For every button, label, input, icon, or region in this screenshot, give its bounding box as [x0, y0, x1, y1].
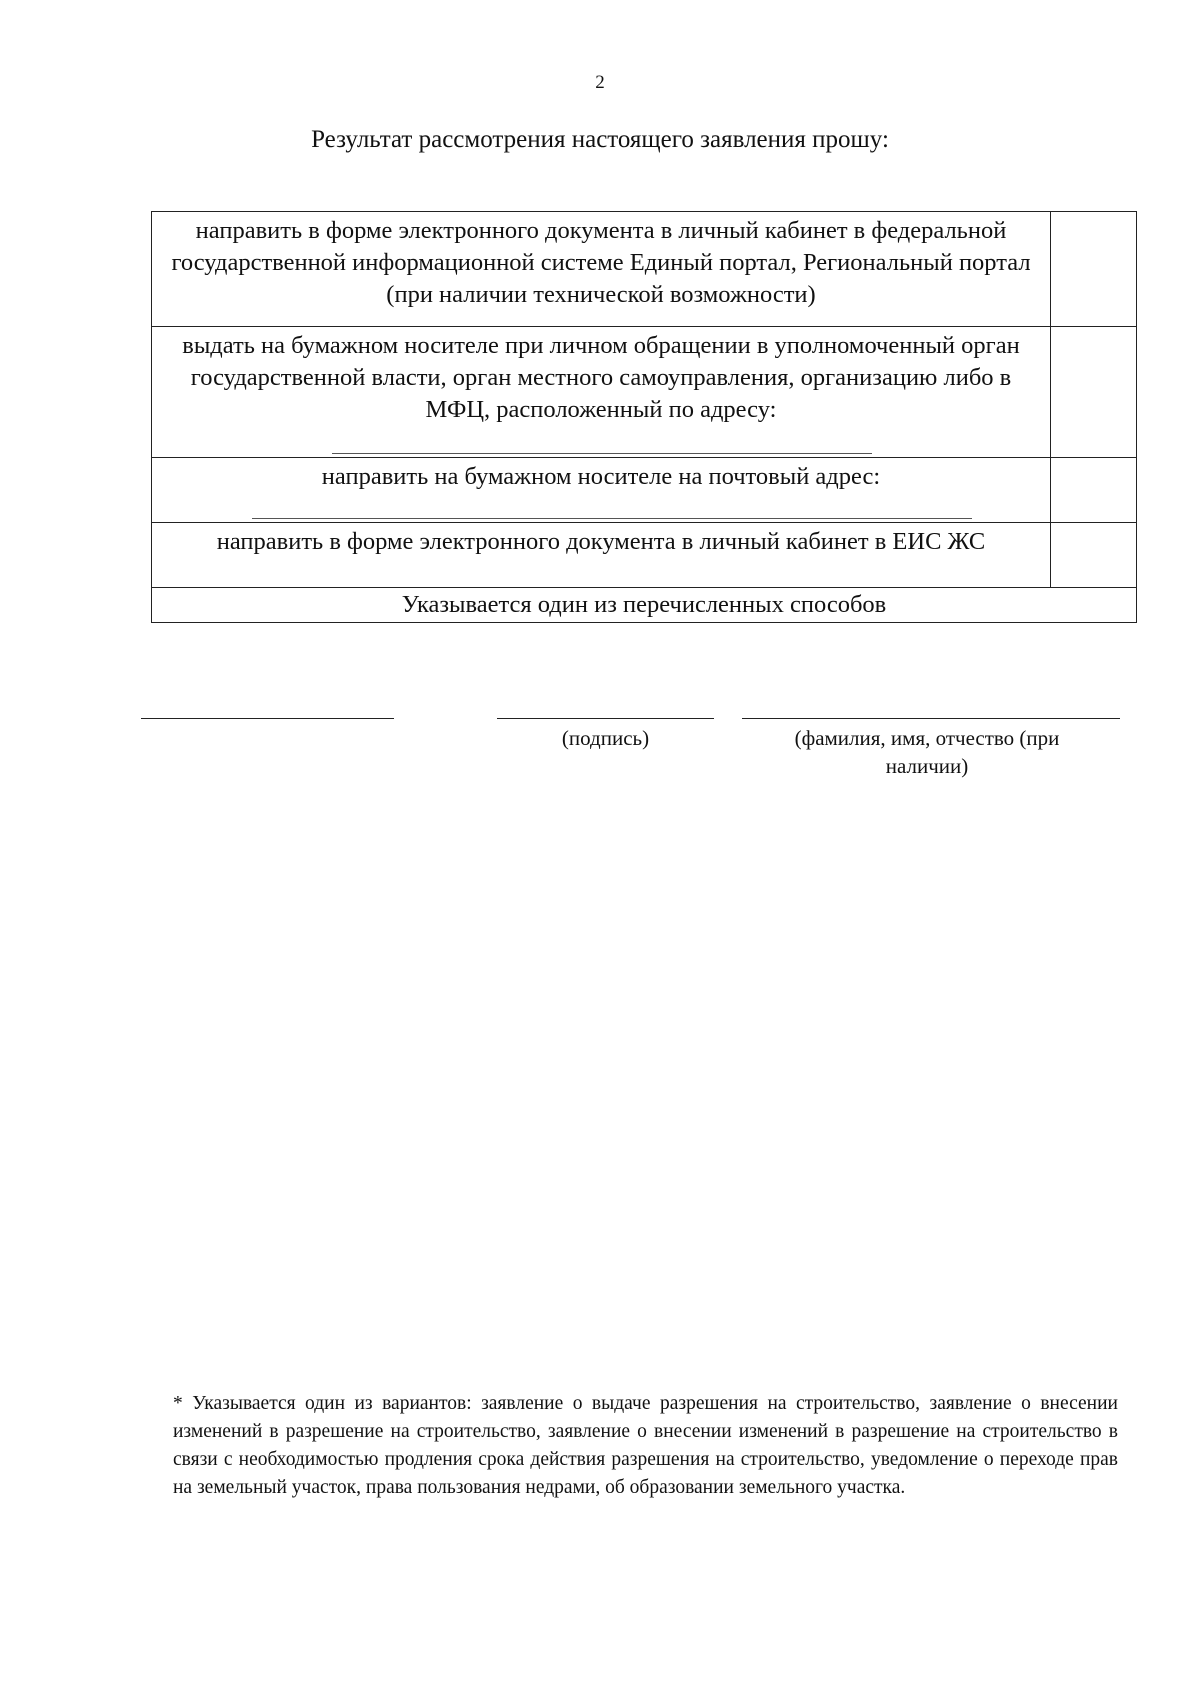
option-label-postal: направить на бумажном носителе на почтовый адрес:	[321, 463, 881, 490]
signature-caption: (подпись)	[561, 726, 650, 750]
options-note-row	[152, 588, 1137, 623]
option-row-postal	[152, 458, 1137, 523]
option-text-cell	[152, 212, 1051, 327]
option-row-paper-in-person	[152, 327, 1137, 458]
signature-line[interactable]	[497, 718, 714, 719]
date-line[interactable]	[141, 718, 394, 719]
option-label-eis-zhs: направить в форме электронного документа в личный кабинет в ЕИС ЖС	[216, 528, 986, 555]
option-checkbox-postal[interactable]	[1051, 458, 1137, 523]
option-label-portal: направить в форме электронного документа в личный кабинет в федеральной государственной информационной системе Единый портал, Региональный портал (при наличии технической возможности)	[171, 217, 1031, 308]
option-text-cell	[152, 458, 1051, 523]
page-number: 2	[595, 72, 605, 93]
delivery-options-table	[151, 211, 1137, 623]
option-checkbox-paper-in-person[interactable]	[1051, 327, 1137, 458]
option-text-cell	[152, 523, 1051, 588]
address-fill-line[interactable]	[332, 453, 872, 454]
footnote: * Указывается один из вариантов: заявление о выдаче разрешения на строительство, заявление о внесении изменений в разрешение на строительство, заявление о внесении изменений в разрешение на строительство в связи с необходимостью продления срока действия разрешения на строительство, уведомление о переходе прав на земельный участок, права пользования недрами, об образовании земельного участка.	[173, 1393, 1118, 1498]
postal-address-fill-line[interactable]	[252, 518, 972, 519]
option-row-eis-zhs	[152, 523, 1137, 588]
option-text-cell	[152, 327, 1051, 458]
full-name-caption: (фамилия, имя, отчество (при наличии)	[794, 726, 1060, 778]
section-heading: Результат рассмотрения настоящего заявления прошу:	[311, 126, 889, 153]
option-checkbox-eis-zhs[interactable]	[1051, 523, 1137, 588]
options-note: Указывается один из перечисленных способов	[152, 588, 1137, 623]
option-checkbox-portal[interactable]	[1051, 212, 1137, 327]
option-label-paper-in-person: выдать на бумажном носителе при личном обращении в уполномоченный орган государственной власти, орган местного самоуправления, организацию либо в МФЦ, расположенный по адресу:	[182, 332, 1020, 423]
full-name-line[interactable]	[742, 718, 1120, 719]
option-row-portal	[152, 212, 1137, 327]
